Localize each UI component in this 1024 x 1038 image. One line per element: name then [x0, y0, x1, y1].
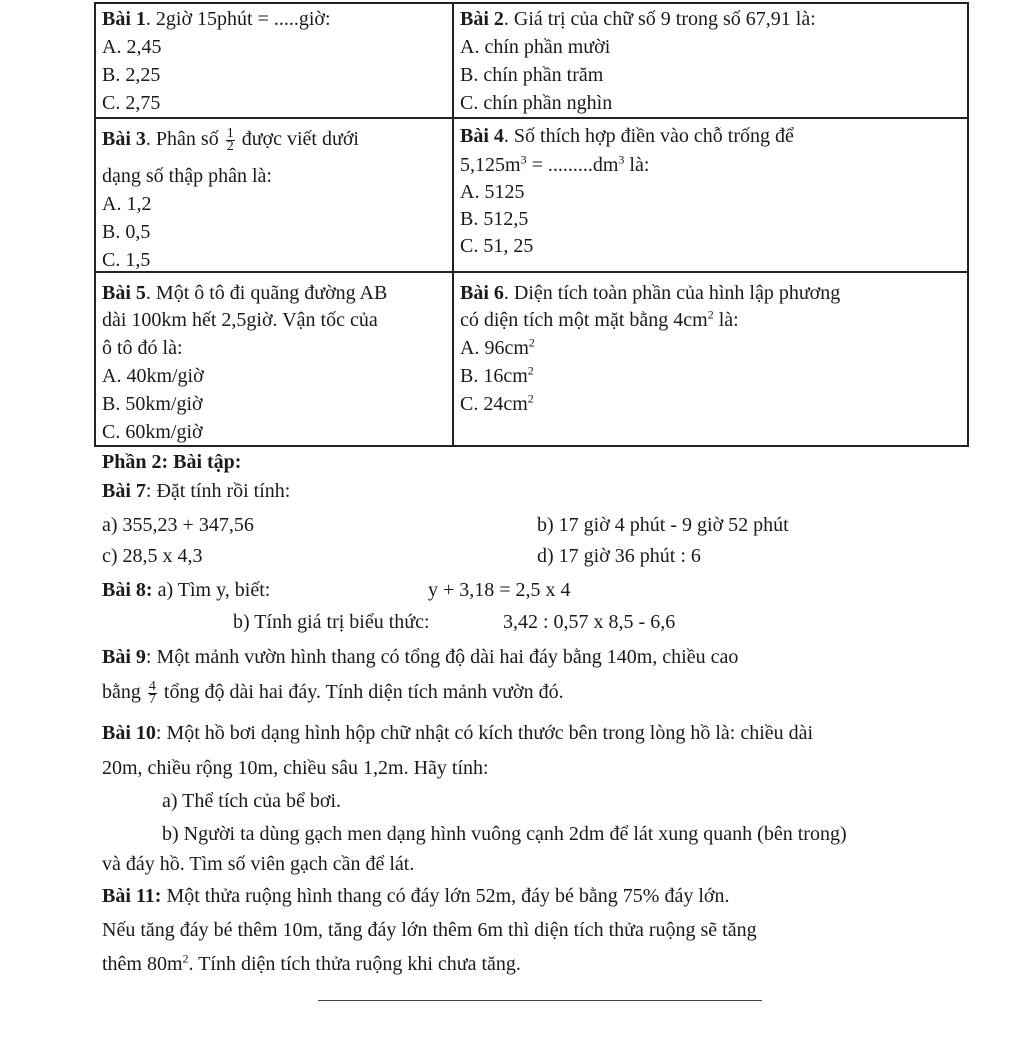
table-row-divider-2	[94, 271, 969, 273]
question-5-option-b: B. 50km/giờ	[102, 393, 203, 415]
q6-option-a-text: A. 96cm	[460, 337, 529, 359]
question-1-text: . 2giờ 15phút = .....giờ:	[145, 8, 331, 30]
end-divider	[318, 1000, 762, 1001]
q4-tail: là:	[624, 154, 650, 176]
question-1	[102, 7, 331, 31]
question-5-text: . Một ô tô đi quãng đường AB	[145, 282, 388, 304]
question-11-label: Bài 11:	[102, 885, 162, 907]
question-9-label: Bài 9	[102, 646, 146, 668]
q4-sup-1: 3	[520, 152, 527, 167]
q11-line3-start: thêm 80m	[102, 953, 183, 975]
fraction-one-half	[226, 125, 235, 154]
table-middle-divider	[452, 2, 454, 446]
question-3-line-2: dạng số thập phân là:	[102, 165, 272, 187]
question-10-label: Bài 10	[102, 722, 156, 744]
question-8-a-text: a) Tìm y, biết:	[152, 579, 271, 601]
fraction-numerator: 4	[148, 678, 156, 694]
question-9-line-2	[102, 674, 564, 710]
q6-option-c-sup: 2	[527, 391, 534, 406]
table-left-border	[94, 2, 96, 446]
question-10-a: a) Thể tích của bể bơi.	[162, 790, 342, 812]
q4-blank: = .........dm	[526, 154, 619, 176]
question-7	[102, 479, 290, 503]
q11-line3-sup: 2	[182, 951, 189, 966]
question-4-line-2	[460, 153, 649, 177]
question-7-c: c) 28,5 x 4,3	[102, 545, 203, 567]
q6-option-c-text: C. 24cm	[460, 393, 528, 415]
question-2-text: . Giá trị của chữ số 9 trong số 67,91 là:	[503, 8, 816, 30]
question-5	[102, 281, 387, 305]
question-11-line-2: Nếu tăng đáy bé thêm 10m, tăng đáy lớn thêm 6m thì diện tích thửa ruộng sẽ tăng	[102, 919, 757, 941]
question-4-option-c: C. 51, 25	[460, 235, 534, 257]
fraction-denominator: 2	[226, 138, 234, 154]
fraction-denominator: 7	[148, 691, 156, 707]
question-6-option-b	[460, 364, 534, 388]
q6-option-a-sup: 2	[528, 335, 535, 350]
question-3-option-c: C. 1,5	[102, 249, 151, 271]
question-7-d: d) 17 giờ 36 phút : 6	[537, 545, 701, 567]
question-6-option-c	[460, 392, 534, 416]
part-2-heading: Phần 2: Bài tập:	[102, 451, 242, 473]
question-8-label: Bài 8:	[102, 579, 153, 601]
q6-line2-tail: là:	[713, 309, 739, 331]
q6-line2-sup: 2	[707, 307, 714, 322]
question-10-b: b) Người ta dùng gạch men dạng hình vuông cạnh 2dm để lát xung quanh (bên trong)	[162, 823, 847, 845]
question-4	[460, 124, 794, 148]
question-9-line-1	[102, 645, 738, 669]
question-1-option-a: A. 2,45	[102, 36, 162, 58]
question-11-line-1	[102, 884, 729, 908]
question-1-label: Bài 1	[102, 8, 146, 30]
table-bottom-border	[94, 445, 969, 447]
question-6	[460, 281, 840, 305]
q6-line2-text: có diện tích một mặt bằng 4cm	[460, 309, 708, 331]
question-7-text: : Đặt tính rồi tính:	[145, 480, 291, 502]
question-3-option-a: A. 1,2	[102, 193, 152, 215]
q4-sup-2: 3	[618, 152, 625, 167]
q9-line2-end: tổng độ dài hai đáy. Tính diện tích mảnh vườn đó.	[163, 681, 564, 703]
question-4-option-a: A. 5125	[460, 181, 525, 203]
q6-option-b-sup: 2	[527, 363, 534, 378]
question-3-option-b: B. 0,5	[102, 221, 151, 243]
question-1-option-b: B. 2,25	[102, 64, 161, 86]
q4-volume-m: 5,125m	[460, 154, 521, 176]
question-8-b-expression: 3,42 : 0,57 x 8,5 - 6,6	[503, 611, 676, 633]
question-10-text: : Một hồ bơi dạng hình hộp chữ nhật có kích thước bên trong lòng hồ là: chiều dài	[155, 722, 814, 744]
question-10-b-line-2: và đáy hồ. Tìm số viên gạch cần để lát.	[102, 853, 415, 875]
table-row-divider-1	[94, 117, 969, 119]
question-2-label: Bài 2	[460, 8, 504, 30]
question-8-a	[102, 578, 270, 602]
question-11-line-3	[102, 952, 521, 976]
question-10-line-2: 20m, chiều rộng 10m, chiều sâu 1,2m. Hãy tính:	[102, 757, 489, 779]
question-8-a-expression: y + 3,18 = 2,5 x 4	[428, 579, 571, 601]
question-4-text: . Số thích hợp điền vào chỗ trống để	[503, 125, 794, 147]
table-top-border	[94, 2, 969, 4]
question-2	[460, 7, 816, 31]
question-6-text: . Diện tích toàn phần của hình lập phương	[503, 282, 841, 304]
question-5-option-a: A. 40km/giờ	[102, 365, 204, 387]
question-6-option-a	[460, 336, 535, 360]
table-right-border	[967, 2, 969, 446]
question-5-line-2: dài 100km hết 2,5giờ. Vận tốc của	[102, 309, 378, 331]
question-3-text-after: được viết dưới	[241, 128, 359, 150]
question-8-b-text: b) Tính giá trị biểu thức:	[233, 611, 430, 633]
question-5-option-c: C. 60km/giờ	[102, 421, 203, 443]
question-7-label: Bài 7	[102, 480, 146, 502]
question-3-text: . Phân số	[145, 128, 219, 150]
q9-line2-start: bằng	[102, 681, 141, 703]
question-10-line-1	[102, 721, 813, 745]
question-6-line-2	[460, 308, 739, 332]
question-9-text: : Một mảnh vườn hình thang có tổng độ dài hai đáy bằng 140m, chiều cao	[145, 646, 739, 668]
q11-line3-end: . Tính diện tích thửa ruộng khi chưa tăng.	[188, 953, 521, 975]
question-2-option-c: C. chín phần nghìn	[460, 92, 613, 114]
question-4-option-b: B. 512,5	[460, 208, 529, 230]
question-7-b: b) 17 giờ 4 phút - 9 giờ 52 phút	[537, 514, 789, 536]
question-4-label: Bài 4	[460, 125, 504, 147]
question-3	[102, 122, 359, 156]
question-11-text: Một thửa ruộng hình thang có đáy lớn 52m, đáy bé bằng 75% đáy lớn.	[161, 885, 730, 907]
question-6-label: Bài 6	[460, 282, 504, 304]
fraction-numerator: 1	[226, 125, 234, 141]
question-7-a: a) 355,23 + 347,56	[102, 514, 254, 536]
question-2-option-b: B. chín phần trăm	[460, 64, 604, 86]
question-3-label: Bài 3	[102, 128, 146, 150]
question-5-label: Bài 5	[102, 282, 146, 304]
question-2-option-a: A. chín phần mười	[460, 36, 611, 58]
question-1-option-c: C. 2,75	[102, 92, 161, 114]
q6-option-b-text: B. 16cm	[460, 365, 528, 387]
question-5-line-3: ô tô đó là:	[102, 337, 183, 359]
fraction-four-sevenths	[148, 678, 157, 707]
